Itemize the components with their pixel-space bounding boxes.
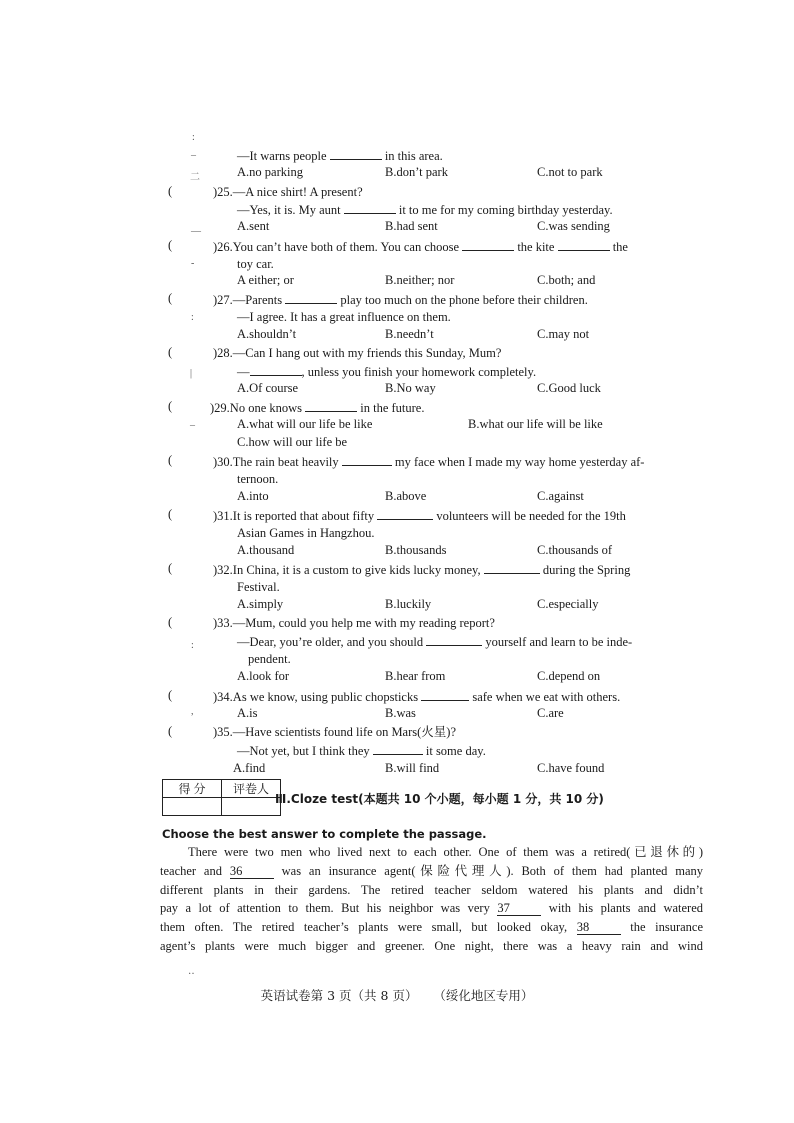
q26-stem: You can’t have both of them. You can choose	[232, 240, 460, 254]
q32-number: )32.	[213, 563, 233, 577]
passage-text: the insurance	[630, 920, 704, 934]
answer-paren-35[interactable]: (	[168, 724, 173, 738]
q32-line2: Festival.	[237, 580, 280, 594]
q35-text: —Not yet, but I think they	[237, 744, 370, 758]
passage-text: teacher and	[160, 864, 222, 878]
q33-text: —Dear, you’re older, and you should	[237, 635, 424, 649]
q24-line	[237, 147, 443, 164]
q26-option-c: C.both; and	[537, 273, 596, 287]
q33-option-a: A.look for	[237, 669, 290, 683]
q27-option-a: A.shouldn’t	[237, 327, 297, 341]
answer-paren-31[interactable]: (	[168, 507, 173, 521]
q28-option-c: C.Good luck	[537, 381, 601, 395]
answer-blank[interactable]	[462, 238, 514, 251]
q30-option-a: A.into	[237, 489, 269, 503]
answer-paren-29[interactable]: (	[168, 399, 173, 413]
answer-blank[interactable]	[373, 742, 423, 755]
q27-stem: —Parents	[232, 293, 283, 307]
q30-stem: The rain beat heavily	[232, 455, 339, 469]
q33-line1	[213, 615, 495, 631]
answer-blank[interactable]	[330, 147, 382, 160]
q30-text: my face when I made my way home yesterday af-	[394, 455, 645, 469]
answer-paren-32[interactable]: (	[168, 561, 173, 575]
q33-line2	[237, 633, 632, 650]
answer-paren-25[interactable]: (	[168, 184, 173, 198]
q28-option-a: A.Of course	[237, 381, 299, 395]
q30-line1	[213, 453, 644, 470]
q35-text-tail: it some day.	[425, 744, 486, 758]
answer-blank[interactable]	[421, 688, 469, 701]
q34-option-c: C.are	[537, 706, 564, 720]
margin-mark: —	[191, 226, 201, 237]
q31-line1	[213, 507, 626, 524]
answer-blank[interactable]	[484, 561, 540, 574]
q34-line1	[213, 688, 620, 705]
q34-option-a: A.is	[237, 706, 258, 720]
answer-blank[interactable]	[558, 238, 610, 251]
q26-text: the kite	[517, 240, 555, 254]
q32-option-a: A.simply	[237, 597, 284, 611]
q29-number: )29.	[210, 401, 230, 415]
q25-tail: it to me for my coming birthday yesterday.	[398, 203, 613, 217]
q28-line1	[213, 345, 501, 361]
grader-cell[interactable]	[222, 798, 281, 816]
q29-option-a: A.what will our life be like	[237, 417, 373, 431]
q32-line1	[213, 561, 630, 578]
q33-number: )33.	[213, 616, 233, 630]
q24-option-b: B.don’t park	[385, 165, 448, 179]
q29-line1	[210, 399, 424, 416]
q25-line2	[237, 201, 613, 218]
q35-number: )35.	[213, 725, 233, 739]
page-footer: 英语试卷第 3 页（共 8 页） （绥化地区专用）	[260, 988, 534, 1003]
q31-text: volunteers will be needed for the 19th	[436, 509, 626, 523]
cloze-blank-38[interactable]: 38	[577, 920, 621, 935]
answer-blank[interactable]	[305, 399, 357, 412]
q33-line3: pendent.	[248, 652, 291, 666]
q34-option-b: B.was	[385, 706, 416, 720]
q31-stem: It is reported that about fifty	[232, 509, 375, 523]
section-instruction: Choose the best answer to complete the passage.	[162, 827, 487, 841]
score-cell[interactable]	[163, 798, 222, 816]
margin-mark: –	[190, 420, 195, 431]
q32-option-b: B.luckily	[385, 597, 432, 611]
q29-text: in the future.	[360, 401, 425, 415]
q31-line2: Asian Games in Hangzhou.	[237, 526, 375, 540]
passage-text: pay a lot of attention to them. But his neighbor was very	[160, 901, 490, 915]
margin-mark: ‥	[188, 966, 195, 977]
q35-option-b: B.will find	[385, 761, 440, 775]
q24-text: —It warns people	[237, 149, 327, 163]
q35-option-a: A.find	[233, 761, 266, 775]
margin-mark: -	[191, 258, 195, 269]
margin-mark: :	[191, 312, 194, 323]
answer-blank[interactable]	[426, 633, 482, 646]
q24-option-a: A.no parking	[237, 165, 303, 179]
q31-option-b: B.thousands	[385, 543, 447, 557]
answer-blank[interactable]	[344, 201, 396, 214]
score-header: 得 分	[163, 780, 222, 798]
margin-mark: :	[191, 640, 194, 651]
section-title: Ⅲ.Cloze test(本题共 10 个小题，每小题 1 分，共 10 分)	[275, 792, 604, 806]
q30-option-b: B.above	[385, 489, 427, 503]
answer-blank[interactable]	[250, 363, 302, 376]
grader-header: 评卷人	[222, 780, 281, 798]
q27-option-c: C.may not	[537, 327, 590, 341]
q32-text: during the Spring	[542, 563, 631, 577]
q29-option-c: C.how will our life be	[237, 435, 348, 449]
q30-option-c: C.against	[537, 489, 584, 503]
margin-mark: ,	[191, 706, 194, 717]
q28-line2	[237, 363, 536, 380]
margin-mark: :	[192, 132, 195, 143]
q26-option-b: B.neither; nor	[385, 273, 455, 287]
q35-option-c: C.have found	[537, 761, 605, 775]
q27-line2: —I agree. It has a great influence on them.	[237, 310, 451, 324]
passage-line-1: There were two men who lived next to each other. One of them was a retired(已退休的)	[188, 845, 703, 859]
q27-number: )27.	[213, 293, 233, 307]
q32-option-c: C.especially	[537, 597, 599, 611]
passage-text: them often. The retired teacher’s plants were small, but looked okay,	[160, 920, 568, 934]
q30-number: )30.	[213, 455, 233, 469]
q28-dash: —	[237, 365, 250, 379]
q34-stem: As we know, using public chopsticks	[232, 690, 419, 704]
passage-line-5	[160, 919, 703, 935]
answer-paren-26[interactable]: (	[168, 238, 173, 252]
q24-option-c: C.not to park	[537, 165, 603, 179]
passage-line-3: different plants in their gardens. The retired teacher seldom watered his plants and didn’t	[160, 883, 703, 897]
q33-option-c: C.depend on	[537, 669, 601, 683]
passage-text: was an insurance agent(保险代理人). Both of them had planted many	[281, 864, 703, 878]
passage-text: with his plants and watered	[548, 901, 703, 915]
q31-number: )31.	[213, 509, 233, 523]
passage-line-2	[160, 863, 703, 879]
cloze-blank-37[interactable]: 37	[497, 901, 541, 916]
q30-line2: ternoon.	[237, 472, 279, 486]
passage-line-6: agent’s plants were much bigger and greener. One night, there was a heavy rain and wind	[160, 939, 703, 953]
cloze-blank-36[interactable]: 36	[230, 864, 274, 879]
q29-stem: No one knows	[229, 401, 303, 415]
q26-line2: toy car.	[237, 257, 274, 271]
q27-option-b: B.needn’t	[385, 327, 434, 341]
q25-option-b: B.had sent	[385, 219, 438, 233]
q27-text: play too much on the phone before their children.	[340, 293, 588, 307]
q34-text: safe when we eat with others.	[472, 690, 621, 704]
q31-option-a: A.thousand	[237, 543, 295, 557]
q24-tail: in this area.	[384, 149, 443, 163]
q26-option-a: A either; or	[237, 273, 294, 287]
answer-paren-28[interactable]: (	[168, 345, 173, 359]
q26-number: )26.	[213, 240, 233, 254]
q28-number: )28.	[213, 346, 233, 360]
answer-blank[interactable]	[377, 507, 433, 520]
answer-blank[interactable]	[342, 453, 392, 466]
q26-text-end: the	[612, 240, 628, 254]
answer-paren-27[interactable]: (	[168, 291, 173, 305]
q29-option-b: B.what our life will be like	[468, 417, 603, 431]
q35-stem: —Have scientists found life on Mars(火星)?	[232, 725, 457, 739]
q28-text: , unless you finish your homework completely.	[301, 365, 537, 379]
q28-option-b: B.No way	[385, 381, 436, 395]
answer-paren-30[interactable]: (	[168, 453, 173, 467]
passage-line-4	[160, 900, 703, 916]
margin-mark: 二	[190, 172, 200, 183]
answer-paren-33[interactable]: (	[168, 615, 173, 629]
q26-line1	[213, 238, 628, 255]
q33-stem: —Mum, could you help me with my reading report?	[232, 616, 495, 630]
q34-number: )34.	[213, 690, 233, 704]
score-table	[162, 779, 281, 816]
q25-option-a: A.sent	[237, 219, 270, 233]
q25-option-c: C.was sending	[537, 219, 610, 233]
q33-option-b: B.hear from	[385, 669, 446, 683]
q25-line1	[213, 184, 363, 200]
q35-line1	[213, 724, 456, 740]
q25-number: )25.	[213, 185, 233, 199]
q25-text: —Yes, it is. My aunt	[237, 203, 341, 217]
margin-mark: –	[191, 150, 196, 161]
q33-text-tail: yourself and learn to be inde-	[485, 635, 633, 649]
answer-blank[interactable]	[285, 291, 337, 304]
answer-paren-34[interactable]: (	[168, 688, 173, 702]
q28-stem: —Can I hang out with my friends this Sunday, Mum?	[232, 346, 502, 360]
q27-line1	[213, 291, 588, 308]
margin-mark: |	[190, 368, 193, 379]
q31-option-c: C.thousands of	[537, 543, 612, 557]
q32-stem: In China, it is a custom to give kids lucky money,	[232, 563, 481, 577]
q35-line2	[237, 742, 486, 759]
q25-stem: —A nice shirt! A present?	[232, 185, 363, 199]
